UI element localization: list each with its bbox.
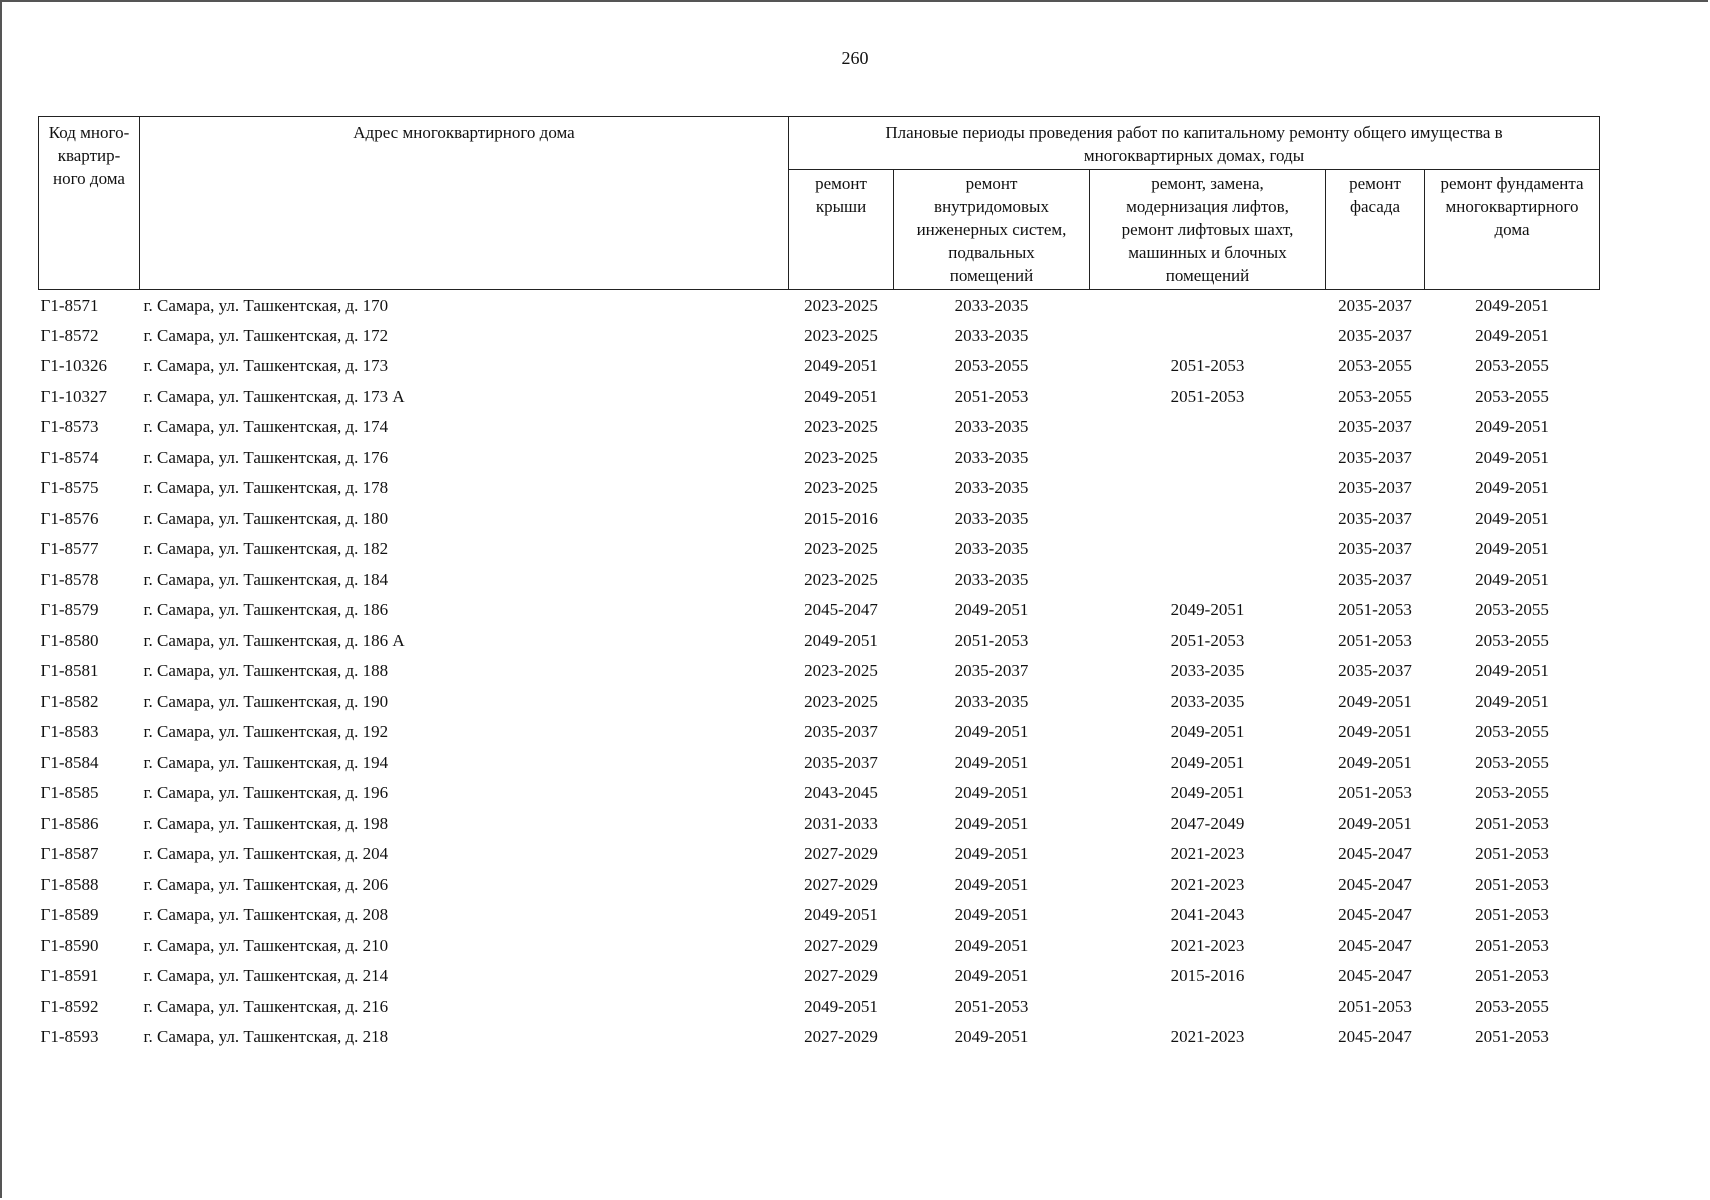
building-code-cell: Г1-8574	[40, 447, 99, 467]
foundation-period-cell: 2053-2055	[1475, 600, 1549, 620]
lifts-period-cell: 2047-2049	[1170, 813, 1245, 833]
roof-period-cell: 2027-2029	[804, 1027, 878, 1047]
lifts-period-cell	[1090, 564, 1326, 595]
engineering-period-cell: 2049-2051	[954, 783, 1029, 803]
facade-period-cell: 2035-2037	[1338, 325, 1412, 345]
address-cell: г. Самара, ул. Ташкентская, д. 182	[143, 539, 389, 559]
foundation-period-cell: 2053-2055	[1475, 783, 1549, 803]
foundation-period-cell: 2049-2051	[1475, 478, 1549, 498]
engineering-period-cell: 2049-2051	[954, 935, 1029, 955]
table-row	[39, 381, 1600, 412]
building-code-cell: Г1-8582	[40, 691, 99, 711]
engineering-period-cell: 2049-2051	[954, 905, 1029, 925]
building-code-cell: Г1-8584	[40, 752, 99, 772]
lifts-period-cell: 2021-2023	[1170, 874, 1245, 894]
address-cell: г. Самара, ул. Ташкентская, д. 208	[143, 905, 389, 925]
foundation-period-cell: 2051-2053	[1475, 813, 1549, 833]
table-row	[39, 290, 1600, 321]
address-cell: г. Самара, ул. Ташкентская, д. 192	[143, 722, 389, 742]
lifts-period-cell: 2049-2051	[1170, 600, 1245, 620]
lifts-period-cell: 2021-2023	[1170, 1027, 1245, 1047]
foundation-period-cell: 2049-2051	[1475, 539, 1549, 559]
lifts-period-cell: 2015-2016	[1170, 966, 1245, 986]
address-cell: г. Самара, ул. Ташкентская, д. 173	[143, 356, 389, 376]
foundation-period-cell: 2049-2051	[1475, 325, 1549, 345]
facade-period-cell: 2051-2053	[1338, 630, 1412, 650]
foundation-period-cell: 2051-2053	[1475, 935, 1549, 955]
building-code-cell: Г1-8578	[40, 569, 99, 589]
facade-period-cell: 2045-2047	[1338, 935, 1412, 955]
table-row	[39, 869, 1600, 900]
roof-period-cell: 2023-2025	[804, 569, 878, 589]
roof-period-cell: 2049-2051	[804, 386, 878, 406]
facade-period-cell: 2045-2047	[1338, 1027, 1412, 1047]
table-row	[39, 503, 1600, 534]
roof-period-cell: 2015-2016	[804, 508, 878, 528]
address-cell: г. Самара, ул. Ташкентская, д. 180	[143, 508, 389, 528]
address-cell: г. Самара, ул. Ташкентская, д. 206	[143, 874, 389, 894]
building-code-cell: Г1-8581	[40, 661, 99, 681]
facade-period-cell: 2035-2037	[1338, 508, 1412, 528]
address-cell: г. Самара, ул. Ташкентская, д. 170	[143, 295, 389, 315]
roof-period-cell: 2049-2051	[804, 356, 878, 376]
roof-period-cell: 2049-2051	[804, 996, 878, 1016]
roof-period-cell: 2035-2037	[804, 722, 878, 742]
address-cell: г. Самара, ул. Ташкентская, д. 196	[143, 783, 389, 803]
lifts-period-cell: 2021-2023	[1170, 844, 1245, 864]
foundation-period-cell: 2051-2053	[1475, 905, 1549, 925]
engineering-period-cell: 2033-2035	[954, 508, 1029, 528]
foundation-period-cell: 2049-2051	[1475, 417, 1549, 437]
building-code-cell: Г1-8573	[40, 417, 99, 437]
roof-period-cell: 2049-2051	[804, 630, 878, 650]
roof-period-cell: 2027-2029	[804, 874, 878, 894]
facade-period-cell: 2035-2037	[1338, 295, 1412, 315]
address-cell: г. Самара, ул. Ташкентская, д. 176	[143, 447, 389, 467]
facade-period-cell: 2051-2053	[1338, 996, 1412, 1016]
address-cell: г. Самара, ул. Ташкентская, д. 186	[143, 600, 389, 620]
facade-period-cell: 2035-2037	[1338, 539, 1412, 559]
facade-period-cell: 2035-2037	[1338, 478, 1412, 498]
table-row	[39, 412, 1600, 443]
roof-period-cell: 2031-2033	[804, 813, 878, 833]
building-code-cell: Г1-8576	[40, 508, 99, 528]
lifts-period-cell: 2049-2051	[1170, 783, 1245, 803]
facade-period-cell: 2051-2053	[1338, 783, 1412, 803]
engineering-period-cell: 2049-2051	[954, 752, 1029, 772]
address-cell: г. Самара, ул. Ташкентская, д. 214	[143, 966, 389, 986]
roof-period-cell: 2023-2025	[804, 691, 878, 711]
facade-period-cell: 2045-2047	[1338, 966, 1412, 986]
facade-period-cell: 2035-2037	[1338, 569, 1412, 589]
building-code-cell: Г1-8586	[40, 813, 99, 833]
address-cell: г. Самара, ул. Ташкентская, д. 204	[143, 844, 389, 864]
table-row	[39, 686, 1600, 717]
lifts-period-cell	[1090, 320, 1326, 351]
building-code-cell: Г1-8580	[40, 630, 99, 650]
lifts-period-cell	[1090, 473, 1326, 504]
roof-period-cell: 2049-2051	[804, 905, 878, 925]
building-code-cell: Г1-8585	[40, 783, 99, 803]
foundation-period-cell: 2051-2053	[1475, 1027, 1549, 1047]
engineering-period-cell: 2035-2037	[954, 661, 1029, 681]
building-code-cell: Г1-8572	[40, 325, 99, 345]
facade-period-cell: 2053-2055	[1338, 386, 1412, 406]
foundation-period-cell: 2051-2053	[1475, 844, 1549, 864]
table-row	[39, 564, 1600, 595]
address-cell: г. Самара, ул. Ташкентская, д. 190	[143, 691, 389, 711]
table-row	[39, 656, 1600, 687]
roof-period-cell: 2023-2025	[804, 661, 878, 681]
address-cell: г. Самара, ул. Ташкентская, д. 186 А	[143, 630, 405, 650]
foundation-period-cell: 2049-2051	[1475, 295, 1549, 315]
table-row	[39, 778, 1600, 809]
address-cell: г. Самара, ул. Ташкентская, д. 198	[143, 813, 389, 833]
roof-period-cell: 2023-2025	[804, 539, 878, 559]
engineering-period-cell: 2049-2051	[954, 813, 1029, 833]
table-row	[39, 534, 1600, 565]
table-body	[39, 290, 1600, 1053]
facade-period-cell: 2045-2047	[1338, 905, 1412, 925]
address-cell: г. Самара, ул. Ташкентская, д. 174	[143, 417, 389, 437]
engineering-period-cell: 2033-2035	[954, 447, 1029, 467]
address-cell: г. Самара, ул. Ташкентская, д. 188	[143, 661, 389, 681]
building-code-cell: Г1-8579	[40, 600, 99, 620]
repair-plan-table	[38, 116, 1600, 1052]
engineering-period-cell: 2033-2035	[954, 691, 1029, 711]
facade-period-cell: 2045-2047	[1338, 844, 1412, 864]
building-code-cell: Г1-8575	[40, 478, 99, 498]
engineering-period-cell: 2033-2035	[954, 478, 1029, 498]
table-row	[39, 625, 1600, 656]
building-code-cell: Г1-8592	[40, 996, 99, 1016]
roof-period-cell: 2043-2045	[804, 783, 878, 803]
lifts-period-cell: 2049-2051	[1170, 752, 1245, 772]
header-address: Адрес многоквартирного дома	[140, 117, 789, 290]
table-row	[39, 595, 1600, 626]
address-cell: г. Самара, ул. Ташкентская, д. 216	[143, 996, 389, 1016]
table-row	[39, 320, 1600, 351]
lifts-period-cell: 2049-2051	[1170, 722, 1245, 742]
engineering-period-cell: 2049-2051	[954, 722, 1029, 742]
table-row	[39, 991, 1600, 1022]
lifts-period-cell: 2051-2053	[1170, 386, 1245, 406]
table-row	[39, 961, 1600, 992]
table-row	[39, 808, 1600, 839]
address-cell: г. Самара, ул. Ташкентская, д. 173 А	[143, 386, 405, 406]
facade-period-cell: 2045-2047	[1338, 874, 1412, 894]
foundation-period-cell: 2049-2051	[1475, 661, 1549, 681]
foundation-period-cell: 2053-2055	[1475, 996, 1549, 1016]
table-row	[39, 442, 1600, 473]
facade-period-cell: 2049-2051	[1338, 722, 1412, 742]
roof-period-cell: 2023-2025	[804, 295, 878, 315]
foundation-period-cell: 2049-2051	[1475, 508, 1549, 528]
facade-period-cell: 2035-2037	[1338, 661, 1412, 681]
engineering-period-cell: 2049-2051	[954, 874, 1029, 894]
facade-period-cell: 2049-2051	[1338, 752, 1412, 772]
roof-period-cell: 2023-2025	[804, 417, 878, 437]
lifts-period-cell: 2041-2043	[1170, 905, 1245, 925]
facade-period-cell: 2049-2051	[1338, 691, 1412, 711]
building-code-cell: Г1-8590	[40, 935, 99, 955]
page-number: 260	[841, 48, 869, 68]
lifts-period-cell	[1090, 442, 1326, 473]
address-cell: г. Самара, ул. Ташкентская, д. 178	[143, 478, 389, 498]
facade-period-cell: 2035-2037	[1338, 417, 1412, 437]
header-facade-repair: ремонт фасада	[1326, 170, 1425, 290]
table-row	[39, 717, 1600, 748]
building-code-cell: Г1-10327	[40, 386, 107, 406]
lifts-period-cell	[1090, 534, 1326, 565]
roof-period-cell: 2023-2025	[804, 478, 878, 498]
lifts-period-cell: 2033-2035	[1170, 691, 1245, 711]
table-row	[39, 839, 1600, 870]
building-code-cell: Г1-8588	[40, 874, 99, 894]
building-code-cell: Г1-8583	[40, 722, 99, 742]
engineering-period-cell: 2049-2051	[954, 844, 1029, 864]
header-lifts-repair: ремонт, замена, модернизация лифтов, ремонт лифтовых шахт, машинных и блочных помещений	[1090, 170, 1326, 290]
roof-period-cell: 2023-2025	[804, 325, 878, 345]
engineering-period-cell: 2049-2051	[954, 966, 1029, 986]
roof-period-cell: 2035-2037	[804, 752, 878, 772]
address-cell: г. Самара, ул. Ташкентская, д. 184	[143, 569, 389, 589]
engineering-period-cell: 2051-2053	[954, 630, 1029, 650]
address-cell: г. Самара, ул. Ташкентская, д. 194	[143, 752, 389, 772]
table-row	[39, 473, 1600, 504]
engineering-period-cell: 2049-2051	[954, 1027, 1029, 1047]
foundation-period-cell: 2053-2055	[1475, 630, 1549, 650]
lifts-period-cell	[1090, 412, 1326, 443]
building-code-cell: Г1-8577	[40, 539, 99, 559]
roof-period-cell: 2045-2047	[804, 600, 878, 620]
lifts-period-cell	[1090, 290, 1326, 321]
table-row	[39, 747, 1600, 778]
building-code-cell: Г1-8591	[40, 966, 99, 986]
facade-period-cell: 2053-2055	[1338, 356, 1412, 376]
header-roof-repair: ремонт крыши	[789, 170, 894, 290]
header-building-code: Код много- квартир- ного дома	[39, 117, 140, 290]
roof-period-cell: 2023-2025	[804, 447, 878, 467]
engineering-period-cell: 2033-2035	[954, 539, 1029, 559]
roof-period-cell: 2027-2029	[804, 966, 878, 986]
building-code-cell: Г1-10326	[40, 356, 107, 376]
engineering-period-cell: 2033-2035	[954, 417, 1029, 437]
building-code-cell: Г1-8593	[40, 1027, 99, 1047]
table-row	[39, 930, 1600, 961]
foundation-period-cell: 2051-2053	[1475, 966, 1549, 986]
foundation-period-cell: 2053-2055	[1475, 386, 1549, 406]
facade-period-cell: 2035-2037	[1338, 447, 1412, 467]
building-code-cell: Г1-8589	[40, 905, 99, 925]
address-cell: г. Самара, ул. Ташкентская, д. 218	[143, 1027, 389, 1047]
foundation-period-cell: 2051-2053	[1475, 874, 1549, 894]
building-code-cell: Г1-8571	[40, 295, 99, 315]
lifts-period-cell: 2051-2053	[1170, 356, 1245, 376]
building-code-cell: Г1-8587	[40, 844, 99, 864]
engineering-period-cell: 2033-2035	[954, 325, 1029, 345]
engineering-period-cell: 2053-2055	[954, 356, 1029, 376]
roof-period-cell: 2027-2029	[804, 935, 878, 955]
header-engineering-repair: ремонт внутридомовых инженерных систем, подвальных помещений	[894, 170, 1090, 290]
lifts-period-cell: 2033-2035	[1170, 661, 1245, 681]
lifts-period-cell	[1090, 503, 1326, 534]
address-cell: г. Самара, ул. Ташкентская, д. 172	[143, 325, 389, 345]
table-row	[39, 351, 1600, 382]
address-cell: г. Самара, ул. Ташкентская, д. 210	[143, 935, 389, 955]
foundation-period-cell: 2053-2055	[1475, 752, 1549, 772]
facade-period-cell: 2049-2051	[1338, 813, 1412, 833]
foundation-period-cell: 2049-2051	[1475, 691, 1549, 711]
foundation-period-cell: 2049-2051	[1475, 447, 1549, 467]
header-foundation-repair: ремонт фундамента многоквартирного дома	[1425, 170, 1600, 290]
table-row	[39, 1022, 1600, 1053]
foundation-period-cell: 2049-2051	[1475, 569, 1549, 589]
engineering-period-cell: 2049-2051	[954, 600, 1029, 620]
header-planned-periods: Плановые периоды проведения работ по капитальному ремонту общего имущества в многоквартирных домах, годы	[789, 117, 1600, 170]
engineering-period-cell: 2051-2053	[954, 386, 1029, 406]
engineering-period-cell: 2033-2035	[954, 295, 1029, 315]
facade-period-cell: 2051-2053	[1338, 600, 1412, 620]
foundation-period-cell: 2053-2055	[1475, 722, 1549, 742]
roof-period-cell: 2027-2029	[804, 844, 878, 864]
lifts-period-cell: 2051-2053	[1170, 630, 1245, 650]
table-row	[39, 900, 1600, 931]
engineering-period-cell: 2051-2053	[954, 996, 1029, 1016]
lifts-period-cell	[1090, 991, 1326, 1022]
engineering-period-cell: 2033-2035	[954, 569, 1029, 589]
lifts-period-cell: 2021-2023	[1170, 935, 1245, 955]
foundation-period-cell: 2053-2055	[1475, 356, 1549, 376]
